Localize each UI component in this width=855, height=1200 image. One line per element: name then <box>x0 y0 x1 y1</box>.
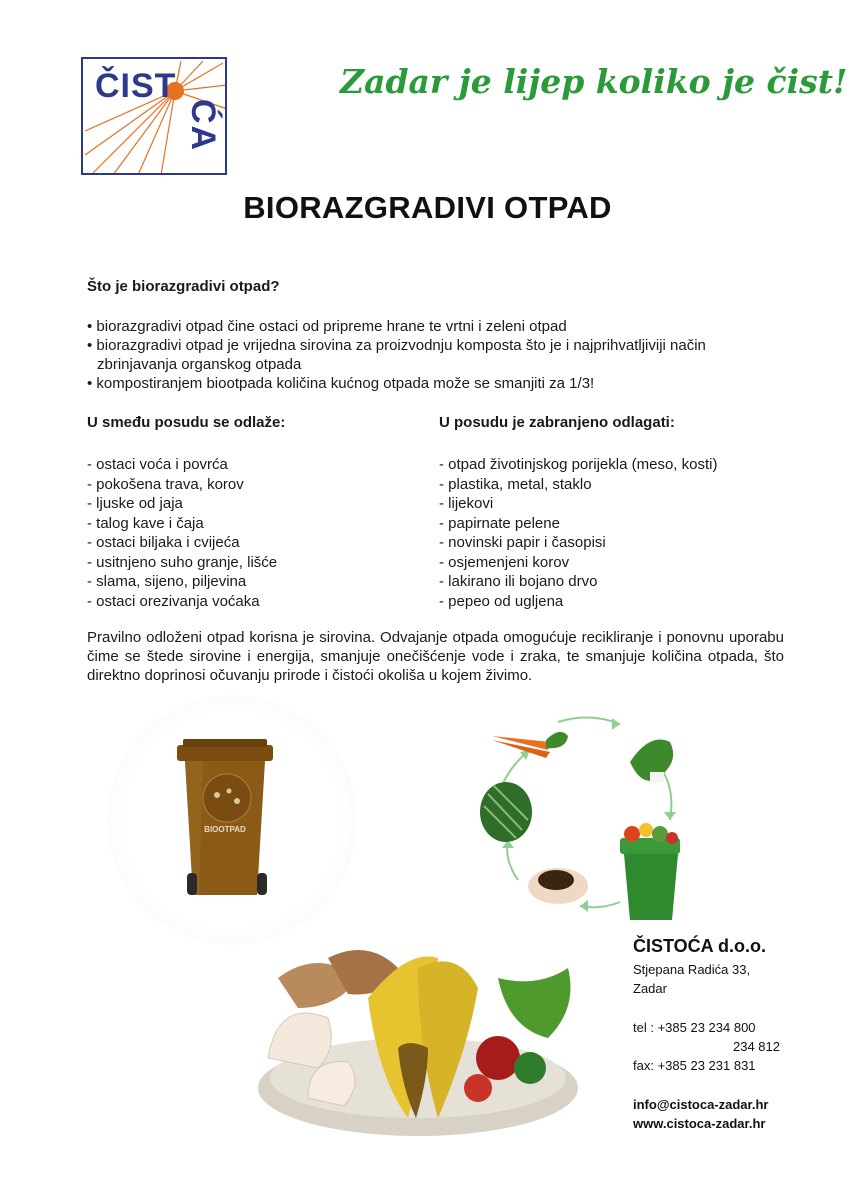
greens-icon <box>630 740 673 783</box>
phone-number: tel : +385 23 234 800 <box>633 1020 756 1035</box>
list-item: - ostaci biljaka i cvijeća <box>87 533 417 553</box>
forbidden-list <box>439 455 799 611</box>
list-item: - lakirano ili bojano drvo <box>439 572 799 592</box>
compost-cycle-illustration <box>470 710 720 925</box>
list-item: - novinski papir i časopisi <box>439 533 799 553</box>
info-paragraph: Pravilno odloženi otpad korisna je sirovina. Odvajanje otpada omogućuje recikliranje i ponovnu uporabu čime se štede sirovine i energija, smanjuje onečišćenje vode i zraka, te smanjuje količina otpada, što direktno doprinosi očuvanju prirode i čistoći okoliša u kojem živimo. <box>87 629 784 684</box>
list-item: • kompostiranjem biootpada količina kućnog otpada može se smanjiti za 1/3! <box>87 374 777 393</box>
city: Zadar <box>633 981 667 996</box>
email-link[interactable]: info@cistoca-zadar.hr <box>633 1097 769 1112</box>
question-heading: Što je biorazgradivi otpad? <box>87 278 280 295</box>
list-item: - osjemenjeni korov <box>439 553 799 573</box>
list-item: - pepeo od ugljena <box>439 592 799 612</box>
list-item: • biorazgradivi otpad je vrijedna sirovina za proizvodnju komposta što je i najprihvatljiviji način zbrinjavanja organskog otpada <box>87 336 777 374</box>
list-item: - talog kave i čaja <box>87 514 417 534</box>
allowed-heading: U smeđu posudu se odlaže: <box>87 414 286 431</box>
logo-word-side: ĆA <box>184 99 222 153</box>
list-item: - pokošena trava, korov <box>87 475 417 495</box>
list-item: - ljuske od jaja <box>87 494 417 514</box>
carrots-icon <box>492 732 568 758</box>
street-address: Stjepana Radića 33, <box>633 962 751 977</box>
brown-bin-image <box>107 695 357 945</box>
soil-hands-icon <box>528 868 588 904</box>
list-item: - ostaci orezivanja voćaka <box>87 592 417 612</box>
bin-illustration <box>107 695 357 945</box>
page-title: BIORAZGRADIVI OTPAD <box>243 190 612 225</box>
list-item: - papirnate pelene <box>439 514 799 534</box>
definition-list <box>87 317 777 393</box>
list-item: - plastika, metal, staklo <box>439 475 799 495</box>
food-waste-photo <box>248 938 583 1143</box>
allowed-list <box>87 455 417 611</box>
contact-block <box>633 934 780 1133</box>
list-item: - usitnjeno suho granje, lišće <box>87 553 417 573</box>
list-item: - slama, sijeno, piljevina <box>87 572 417 592</box>
fax-number: fax: +385 23 231 831 <box>633 1058 756 1073</box>
logo-word-top: ČIST <box>95 67 177 105</box>
green-bin-icon <box>620 823 680 920</box>
phone-number-2: 234 812 <box>733 1039 780 1054</box>
slogan: Zadar je lijep koliko je čist! <box>340 62 848 101</box>
melon-icon <box>480 782 532 842</box>
list-item: • biorazgradivi otpad čine ostaci od pripreme hrane te vrtni i zeleni otpad <box>87 317 777 336</box>
forbidden-heading: U posudu je zabranjeno odlagati: <box>439 414 675 431</box>
list-item: - ostaci voća i povrća <box>87 455 417 475</box>
list-item: - lijekovi <box>439 494 799 514</box>
list-item: - otpad životinjskog porijekla (meso, kosti) <box>439 455 799 475</box>
company-logo <box>81 57 227 175</box>
company-name: ČISTOĆA d.o.o. <box>633 936 766 956</box>
bin-label: BIOOTPAD <box>204 825 246 834</box>
website-link[interactable]: www.cistoca-zadar.hr <box>633 1116 766 1131</box>
